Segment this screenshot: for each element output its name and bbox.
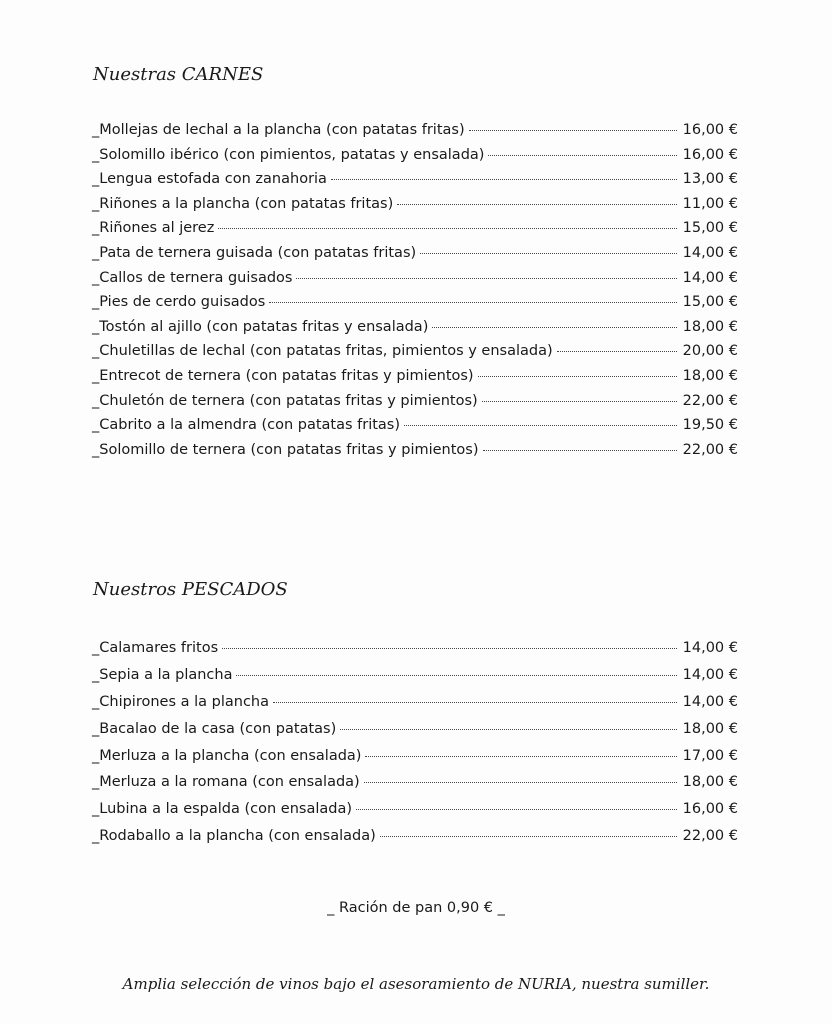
menu-item <box>92 343 738 368</box>
menu-item <box>92 122 738 147</box>
menu-item <box>92 294 738 319</box>
menu-item <box>92 368 738 393</box>
dot-leader <box>420 253 676 254</box>
dot-leader <box>432 327 676 328</box>
menu-item-price: 14,00 € <box>682 640 738 656</box>
menu-item <box>92 694 738 721</box>
menu-item-name: _Entrecot de ternera (con patatas fritas y pimientos) <box>92 367 474 384</box>
menu-item-price: 22,00 € <box>682 441 738 458</box>
menu-item-price: 16,00 € <box>682 122 738 138</box>
menu-item <box>92 721 738 748</box>
menu-item-name: _Sepia a la plancha <box>92 666 233 683</box>
dot-leader <box>404 425 677 426</box>
dot-leader <box>482 401 677 402</box>
menu-item <box>92 196 738 221</box>
menu-item-name: _Chuletillas de lechal (con patatas fritas, pimientos y ensalada) <box>92 343 553 360</box>
menu-item <box>92 801 738 828</box>
dot-leader <box>296 278 676 279</box>
dot-leader <box>340 729 676 730</box>
carnes-list <box>92 122 738 466</box>
menu-item-name: _Merluza a la plancha (con ensalada) <box>92 747 362 764</box>
menu-item-name: _Cabrito a la almendra (con patatas fritas) <box>92 417 401 434</box>
dot-leader <box>222 648 677 649</box>
dot-leader <box>557 351 677 352</box>
dot-leader <box>380 836 677 837</box>
menu-item-price: 18,00 € <box>682 367 738 384</box>
dot-leader <box>397 204 676 205</box>
menu-item-name: _Pata de ternera guisada (con patatas fritas) <box>92 244 417 261</box>
menu-item-name: _Bacalao de la casa (con patatas) <box>92 720 337 737</box>
menu-item-price: 15,00 € <box>682 220 738 237</box>
menu-item-price: 16,00 € <box>682 801 738 818</box>
section-title-pescados: Nuestros PESCADOS <box>93 579 288 600</box>
menu-item-name: _Callos de ternera guisados <box>92 269 293 286</box>
dot-leader <box>364 782 677 783</box>
menu-item-name: _Mollejas de lechal a la plancha (con patatas fritas) <box>92 122 465 138</box>
menu-item-price: 22,00 € <box>682 392 738 409</box>
menu-item <box>92 667 738 694</box>
dot-leader <box>478 376 677 377</box>
menu-item-name: _Lubina a la espalda (con ensalada) <box>92 801 353 818</box>
menu-item-price: 13,00 € <box>682 171 738 188</box>
menu-item <box>92 417 738 442</box>
menu-item-price: 15,00 € <box>682 294 738 311</box>
menu-item <box>92 319 738 344</box>
dot-leader <box>488 155 676 156</box>
menu-item <box>92 774 738 801</box>
menu-item <box>92 393 738 418</box>
menu-item-price: 20,00 € <box>682 343 738 360</box>
menu-item-name: _Chuletón de ternera (con patatas fritas y pimientos) <box>92 392 478 409</box>
dot-leader <box>269 302 676 303</box>
menu-item <box>92 640 738 667</box>
menu-item <box>92 270 738 295</box>
menu-item <box>92 828 738 855</box>
menu-item <box>92 220 738 245</box>
menu-item-price: 14,00 € <box>682 693 738 710</box>
menu-item-name: _Pies de cerdo guisados <box>92 294 266 311</box>
dot-leader <box>331 179 677 180</box>
menu-item-price: 18,00 € <box>682 318 738 335</box>
menu-item <box>92 748 738 775</box>
section-title-carnes: Nuestras CARNES <box>93 64 264 85</box>
menu-item <box>92 245 738 270</box>
menu-item-name: _Riñones a la plancha (con patatas fritas) <box>92 195 394 212</box>
bread-portion-note: _ Ración de pan 0,90 € _ <box>327 900 505 916</box>
menu-item-price: 16,00 € <box>682 146 738 163</box>
dot-leader <box>273 702 677 703</box>
menu-item-price: 14,00 € <box>682 666 738 683</box>
menu-item-name: _Rodaballo a la plancha (con ensalada) <box>92 828 376 845</box>
menu-item-price: 14,00 € <box>682 244 738 261</box>
menu-item-name: _Calamares fritos <box>92 640 219 656</box>
menu-item-price: 22,00 € <box>682 828 738 845</box>
menu-item-name: _Solomillo de ternera (con patatas fritas y pimientos) <box>92 441 479 458</box>
menu-item-name: _Merluza a la romana (con ensalada) <box>92 774 360 791</box>
dot-leader <box>469 130 677 131</box>
menu-item-name: _Solomillo ibérico (con pimientos, patatas y ensalada) <box>92 146 485 163</box>
menu-item-name: _Chipirones a la plancha <box>92 693 269 710</box>
menu-item-price: 18,00 € <box>682 720 738 737</box>
dot-leader <box>483 450 677 451</box>
dot-leader <box>365 756 676 757</box>
menu-item <box>92 171 738 196</box>
dot-leader <box>356 809 677 810</box>
menu-item-price: 14,00 € <box>682 269 738 286</box>
menu-item <box>92 442 738 467</box>
wine-footer-note: Amplia selección de vinos bajo el asesoramiento de NURIA, nuestra sumiller. <box>122 975 710 993</box>
menu-item-price: 19,50 € <box>682 417 738 434</box>
menu-item <box>92 147 738 172</box>
menu-item-price: 18,00 € <box>682 774 738 791</box>
menu-item-price: 11,00 € <box>682 195 738 212</box>
menu-item-price: 17,00 € <box>682 747 738 764</box>
pescados-list <box>92 640 738 855</box>
menu-item-name: _Lengua estofada con zanahoria <box>92 171 327 188</box>
dot-leader <box>236 675 676 676</box>
menu-item-name: _Riñones al jerez <box>92 220 215 237</box>
dot-leader <box>218 228 676 229</box>
menu-item-name: _Tostón al ajillo (con patatas fritas y ensalada) <box>92 318 429 335</box>
